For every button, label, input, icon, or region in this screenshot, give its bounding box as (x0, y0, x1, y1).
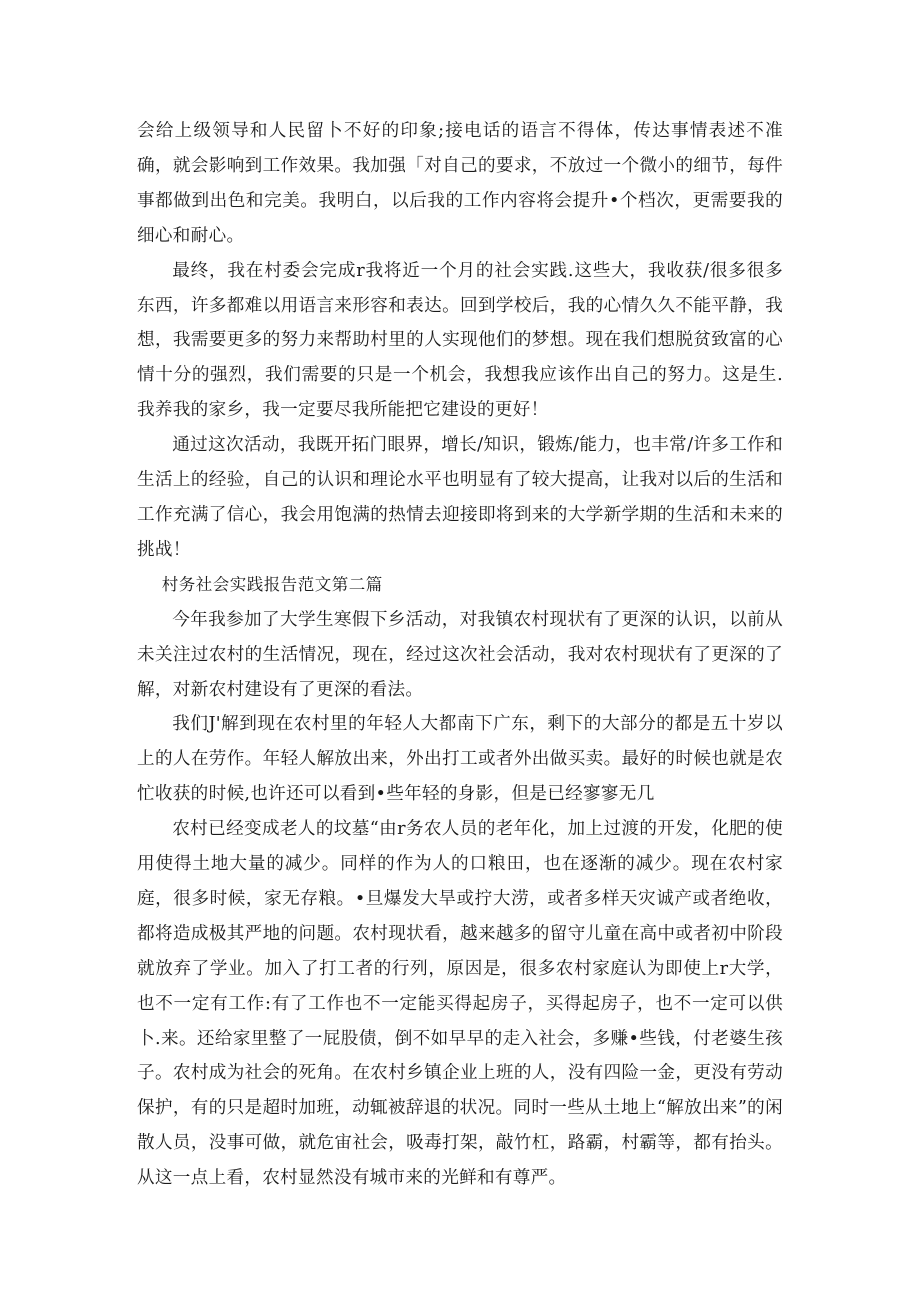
paragraph-conclusion: 最终，我在村委会完成r我将近一个月的社会实践.这些大，我收获/很多很多东西，许多都难以用语言来形容和表达。回到学校后，我的心情久久不能平静，我想，我需要更多的努力来帮助村里的人实现他们的梦想。现在我们想脱贫致富的心情十分的强烈，我们需要的只是一个机会，我想我应该作出自己的努力。这是生.我养我的家乡，我一定要尽我所能把它建设的更好！ (137, 260, 783, 421)
paragraph-youth: 我们J'解到现在农村里的年轻人大都南下广东，剩下的大部分的都是五十岁以上的人在劳作。年轻人解放出来，外出打工或者外出做买卖。最好的时候也就是农忙收获的时候,也许还可以看到•些年轻的身影，但是已经寥寥无几 (137, 714, 783, 805)
paragraph-intro: 今年我参加了大学生寒假下乡活动，对我镇农村现状有了更深的认识，以前从未关注过农村的生活情况，现在，经过这次社会活动，我对农村现状有了更深的了解，对新农村建设有了更深的看法。 (137, 609, 783, 700)
paragraph-continued: 会给上级领导和人民留卜不好的印象;接电话的语言不得体，传达事情表述不准确，就会影响到工作效果。我加强「对自己的要求，不放过一个微小的细节，每件事都做到出色和完美。我明白，以后我的工作内容将会提升•个档次，更需要我的细心和耐心。 (137, 121, 783, 246)
document-page (137, 114, 783, 1196)
paragraph-summary: 通过这次活动，我既开拓门眼界，增长/知识，锻炼/能力，也丰常/许多工作和生活上的经验，自己的认识和理论水平也明显有了较大提高，让我对以后的生活和工作充满了信心，我会用饱满的热情去迎接即将到来的大学新学期的生活和未来的挑战！ (137, 435, 783, 560)
section-heading: 村务社会实践报告范文第二篇 (161, 574, 383, 594)
paragraph-rural-issues: 农村已经变成老人的坟墓“由r务农人员的老年化，加上过渡的开发，化肥的使用使得土地大量的减少。同样的作为人的口粮田，也在逐渐的减少。现在农村家庭，很多时候，家无存粮。•旦爆发大旱或拧大涝，或者多样天灾诚产或者绝收，都将造成极其严地的问题。农村现状看，越来越多的留守儿童在高中或者初中阶段就放弃了学业。加入了打工者的行列，原因是，很多农村家庭认为即使上r大学，也不一定有工作:有了工作也不一定能买得起房子，买得起房子，也不一定可以供卜.来。还给家里整了一屁股债，倒不如早早的走入社会，多赚•些钱，付老婆生孩子。农村成为社会的死角。在农村乡镇企业上班的人，没有四险一金，更没有劳动保护，有的只是超时加班，动辄被辞退的状况。同时一些从土地上“解放出来”的闲散人员，没事可做，就危宙社会，吸毒打架，敲竹杠，路霸，村霸等，都有抬头。从这一点上看，农村显然没有城市来的光鲜和有尊严。 (137, 819, 783, 1189)
